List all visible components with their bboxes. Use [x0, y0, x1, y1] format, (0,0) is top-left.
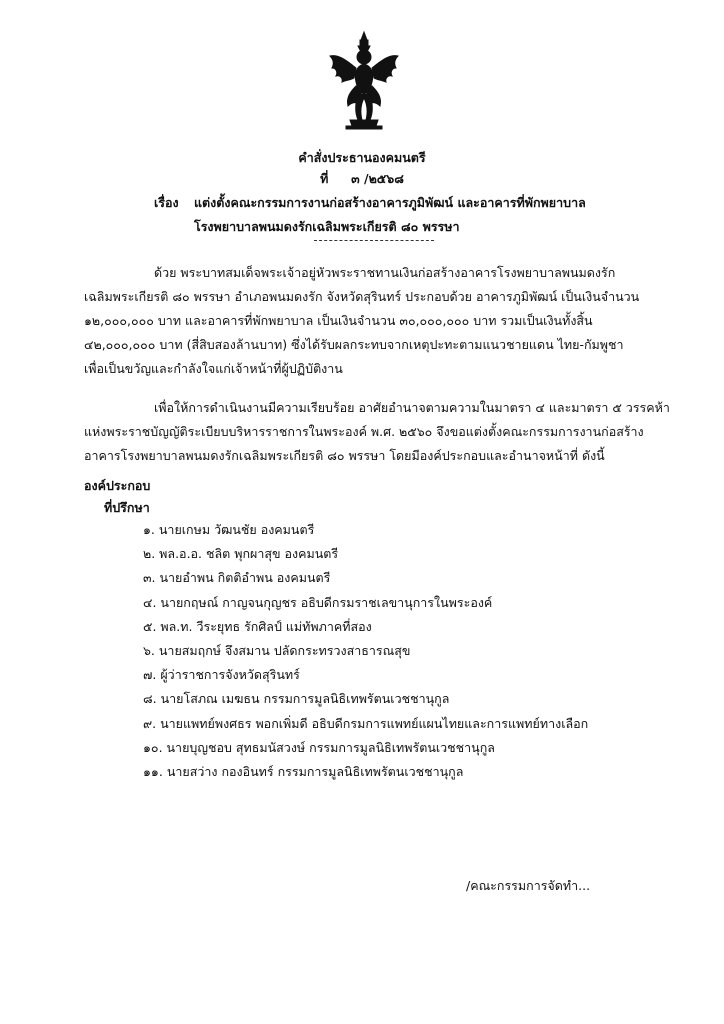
- advisor-item: ๗. ผู้ว่าราชการจังหวัดสุรินทร์: [143, 667, 300, 683]
- order-number-label: ที่: [320, 171, 329, 186]
- advisor-item: ๑๐. นายบุญชอบ สุทธมนัสวงษ์ กรรมการมูลนิธิเทพรัตนเวชชานุกูล: [143, 739, 495, 755]
- paragraph-1-line: ๔๒,๐๐๐,๐๐๐ บาท (สี่สิบสองล้านบาท) ซึ่งได้รับผลกระทบจากเหตุปะทะตามแนวชายแดน ไทย-กัมพูชา: [84, 337, 624, 352]
- paragraph-1-line: ด้วย พระบาทสมเด็จพระเจ้าอยู่หัวพระราชทานเงินก่อสร้างอาคารโรงพยาบาลพนมดงรัก: [154, 265, 616, 280]
- subject-line-1: [154, 193, 586, 213]
- title-divider: [314, 240, 434, 241]
- paragraph-1-line: เฉลิมพระเกียรติ ๘๐ พรรษา อำเภอพนมดงรัก จังหวัดสุรินทร์ ประกอบด้วย อาคารภูมิพัฒน์ เป็นเงินจำนวน: [84, 289, 640, 304]
- advisor-item: ๘. นายโสภณ เมฆธน กรรมการมูลนิธิเทพรัตนเวชชานุกูล: [143, 691, 450, 707]
- advisor-item: ๔. นายกฤษณ์ กาญจนกุญชร อธิบดีกรมราชเลขานุการในพระองค์: [143, 594, 493, 610]
- paragraph-2-line: เพื่อให้การดำเนินงานมีความเรียบร้อย อาศัยอำนาจตามความในมาตรา ๔ และมาตรา ๕ วรรคห้า: [154, 400, 670, 415]
- composition-heading: องค์ประกอบ: [84, 478, 151, 493]
- order-number: [0, 169, 724, 189]
- paragraph-2-line: อาคารโรงพยาบาลพนมดงรักเฉลิมพระเกียรติ ๘๐ พรรษา โดยมีองค์ประกอบและอำนาจหน้าที่ ดังนี้: [84, 448, 605, 463]
- subject-label: เรื่อง: [154, 195, 179, 210]
- advisor-item: ๒. พล.อ.อ. ชลิต พุกผาสุข องคมนตรี: [143, 546, 339, 562]
- advisor-item: ๑๑. นายสว่าง กองอินทร์ กรรมการมูลนิธิเทพรัตนเวชชานุกูล: [143, 763, 464, 779]
- advisor-item: ๖. นายสมฤกษ์ จึงสมาน ปลัดกระทรวงสาธารณสุข: [143, 642, 411, 658]
- order-title: คำสั่งประธานองคมนตรี: [298, 150, 426, 165]
- advisors-heading: ที่ปรึกษา: [104, 500, 150, 515]
- advisor-item: ๙. นายแพทย์พงศธร พอกเพิ่มดี อธิบดีกรมการแพทย์แผนไทยและการแพทย์ทางเลือก: [143, 715, 589, 731]
- continuation-note: /คณะกรรมการจัดทำ...: [466, 878, 591, 893]
- advisor-item: ๑. นายเกษม วัฒนชัย องคมนตรี: [143, 522, 315, 537]
- paragraph-1-line: ๑๒,๐๐๐,๐๐๐ บาท และอาคารที่พักพยาบาล เป็นเงินจำนวน ๓๐,๐๐๐,๐๐๐ บาท รวมเป็นเงินทั้งสิ้น: [84, 313, 593, 328]
- garuda-emblem-icon: [326, 30, 402, 130]
- order-number-value: ๓ /๒๕๖๘: [351, 171, 404, 186]
- subject-text-1: แต่งตั้งคณะกรรมการงานก่อสร้างอาคารภูมิพัฒน์ และอาคารที่พักพยาบาล: [194, 195, 586, 210]
- paragraph-2: [84, 396, 670, 468]
- paragraph-2-line: แห่งพระราชบัญญัติระเบียบบริหารราชการในพระองค์ พ.ศ. ๒๕๖๐ จึงขอแต่งตั้งคณะกรรมการงานก่อสร้าง: [84, 424, 644, 439]
- paragraph-1: [84, 261, 644, 381]
- subject-line-2: โรงพยาบาลพนมดงรักเฉลิมพระเกียรติ ๘๐ พรรษา: [194, 219, 460, 234]
- advisors-list: [143, 518, 588, 784]
- paragraph-1-line: เพื่อเป็นขวัญและกำลังใจแก่เจ้าหน้าที่ผู้ปฏิบัติงาน: [84, 361, 343, 376]
- advisor-item: ๓. นายอำพน กิตติอำพน องคมนตรี: [143, 570, 331, 586]
- advisor-item: ๕. พล.ท. วีระยุทธ รักศิลป์ แม่ทัพภาคที่สอง: [143, 618, 372, 634]
